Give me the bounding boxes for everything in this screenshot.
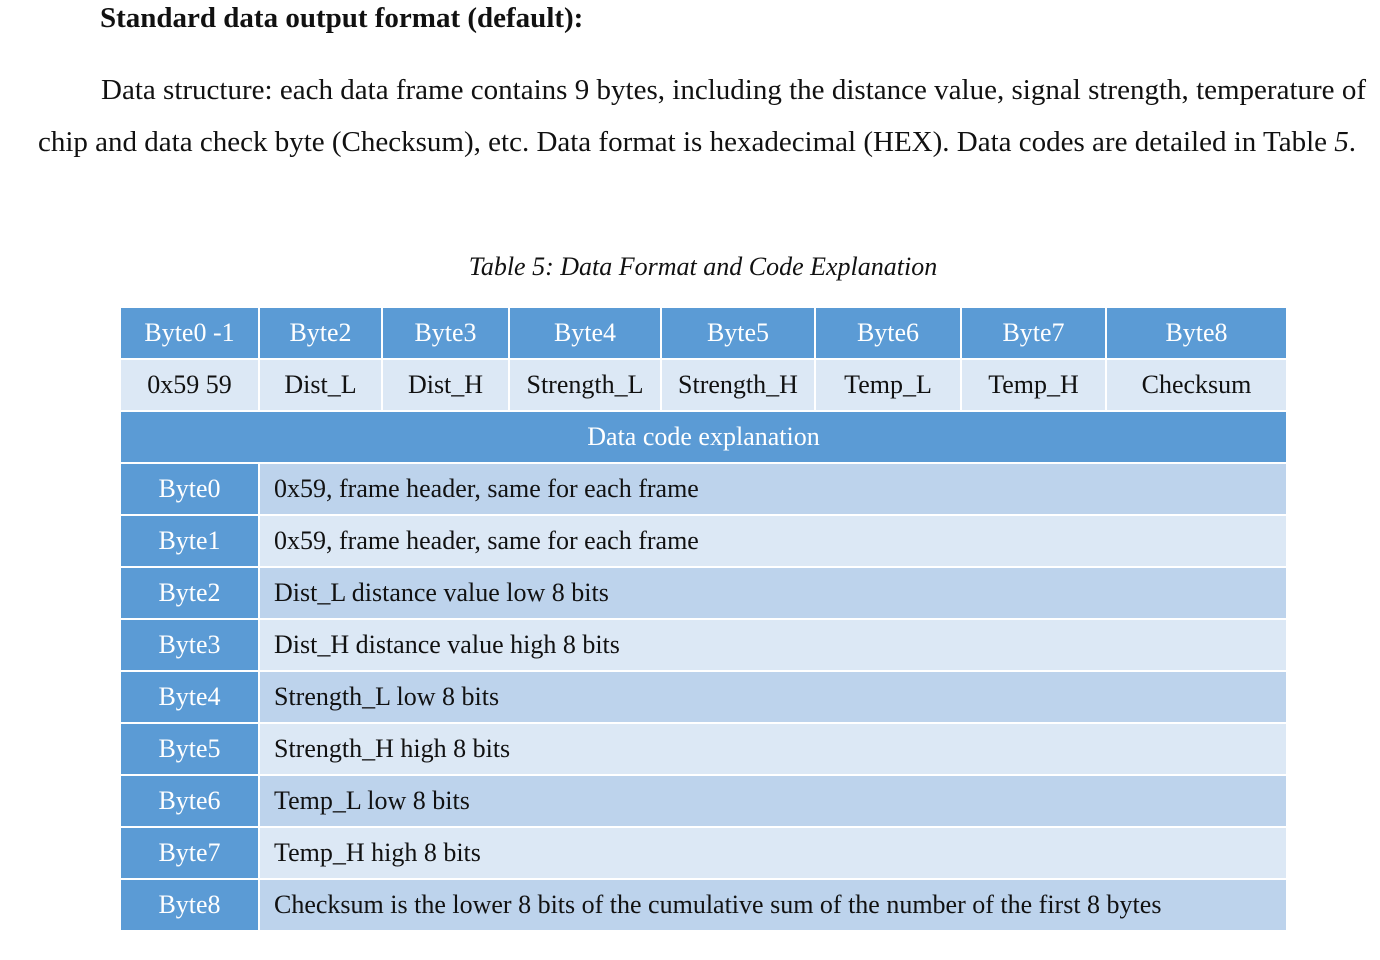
data-format-table bbox=[121, 308, 1286, 932]
byte-description: Temp_H high 8 bits bbox=[260, 828, 1286, 880]
field-name-cell: 0x59 59 bbox=[121, 360, 260, 412]
header-cell: Byte2 bbox=[260, 308, 383, 360]
table-row bbox=[121, 828, 1286, 880]
byte-label: Byte7 bbox=[121, 828, 260, 880]
field-name-cell: Checksum bbox=[1107, 360, 1286, 412]
byte-description: Dist_H distance value high 8 bits bbox=[260, 620, 1286, 672]
table-row bbox=[121, 464, 1286, 516]
byte-label: Byte4 bbox=[121, 672, 260, 724]
byte-description: Strength_H high 8 bits bbox=[260, 724, 1286, 776]
table-row bbox=[121, 880, 1286, 932]
header-cell: Byte4 bbox=[510, 308, 662, 360]
field-name-cell: Strength_L bbox=[510, 360, 662, 412]
data-structure-paragraph bbox=[38, 64, 1366, 168]
byte-description: Temp_L low 8 bits bbox=[260, 776, 1286, 828]
explanation-title: Data code explanation bbox=[121, 412, 1286, 464]
byte-description: 0x59, frame header, same for each frame bbox=[260, 464, 1286, 516]
table-reference-number: 5 bbox=[1334, 126, 1349, 158]
header-cell: Byte8 bbox=[1107, 308, 1286, 360]
paragraph-text: Data structure: each data frame contains 9 bytes, including the distance value, signal strength, temperature of chip and data check byte (Checksum), etc. Data format is hexadecimal (HEX). Data codes are detailed in Table bbox=[38, 74, 1366, 158]
header-cell: Byte7 bbox=[962, 308, 1107, 360]
byte-label: Byte5 bbox=[121, 724, 260, 776]
byte-label: Byte6 bbox=[121, 776, 260, 828]
byte-description: Strength_L low 8 bits bbox=[260, 672, 1286, 724]
explanation-title-row bbox=[121, 412, 1286, 464]
byte-description: Checksum is the lower 8 bits of the cumulative sum of the number of the first 8 bytes bbox=[260, 880, 1286, 932]
byte-description: 0x59, frame header, same for each frame bbox=[260, 516, 1286, 568]
byte-label: Byte3 bbox=[121, 620, 260, 672]
field-name-cell: Temp_L bbox=[816, 360, 962, 412]
table-caption: Table 5: Data Format and Code Explanation bbox=[468, 252, 938, 281]
byte-label: Byte8 bbox=[121, 880, 260, 932]
table-row bbox=[121, 672, 1286, 724]
header-cell: Byte0 -1 bbox=[121, 308, 260, 360]
paragraph-end: . bbox=[1348, 126, 1356, 158]
field-name-cell: Strength_H bbox=[662, 360, 816, 412]
byte-label: Byte1 bbox=[121, 516, 260, 568]
byte-description: Dist_L distance value low 8 bits bbox=[260, 568, 1286, 620]
header-row bbox=[121, 308, 1286, 360]
header-cell: Byte3 bbox=[383, 308, 510, 360]
field-names-row bbox=[121, 360, 1286, 412]
table-row bbox=[121, 516, 1286, 568]
header-cell: Byte5 bbox=[662, 308, 816, 360]
table-row bbox=[121, 568, 1286, 620]
table-row bbox=[121, 620, 1286, 672]
table-row bbox=[121, 724, 1286, 776]
table-row bbox=[121, 776, 1286, 828]
field-name-cell: Dist_L bbox=[260, 360, 383, 412]
section-heading: Standard data output format (default): bbox=[100, 2, 584, 34]
field-name-cell: Temp_H bbox=[962, 360, 1107, 412]
byte-label: Byte0 bbox=[121, 464, 260, 516]
field-name-cell: Dist_H bbox=[383, 360, 510, 412]
byte-label: Byte2 bbox=[121, 568, 260, 620]
header-cell: Byte6 bbox=[816, 308, 962, 360]
